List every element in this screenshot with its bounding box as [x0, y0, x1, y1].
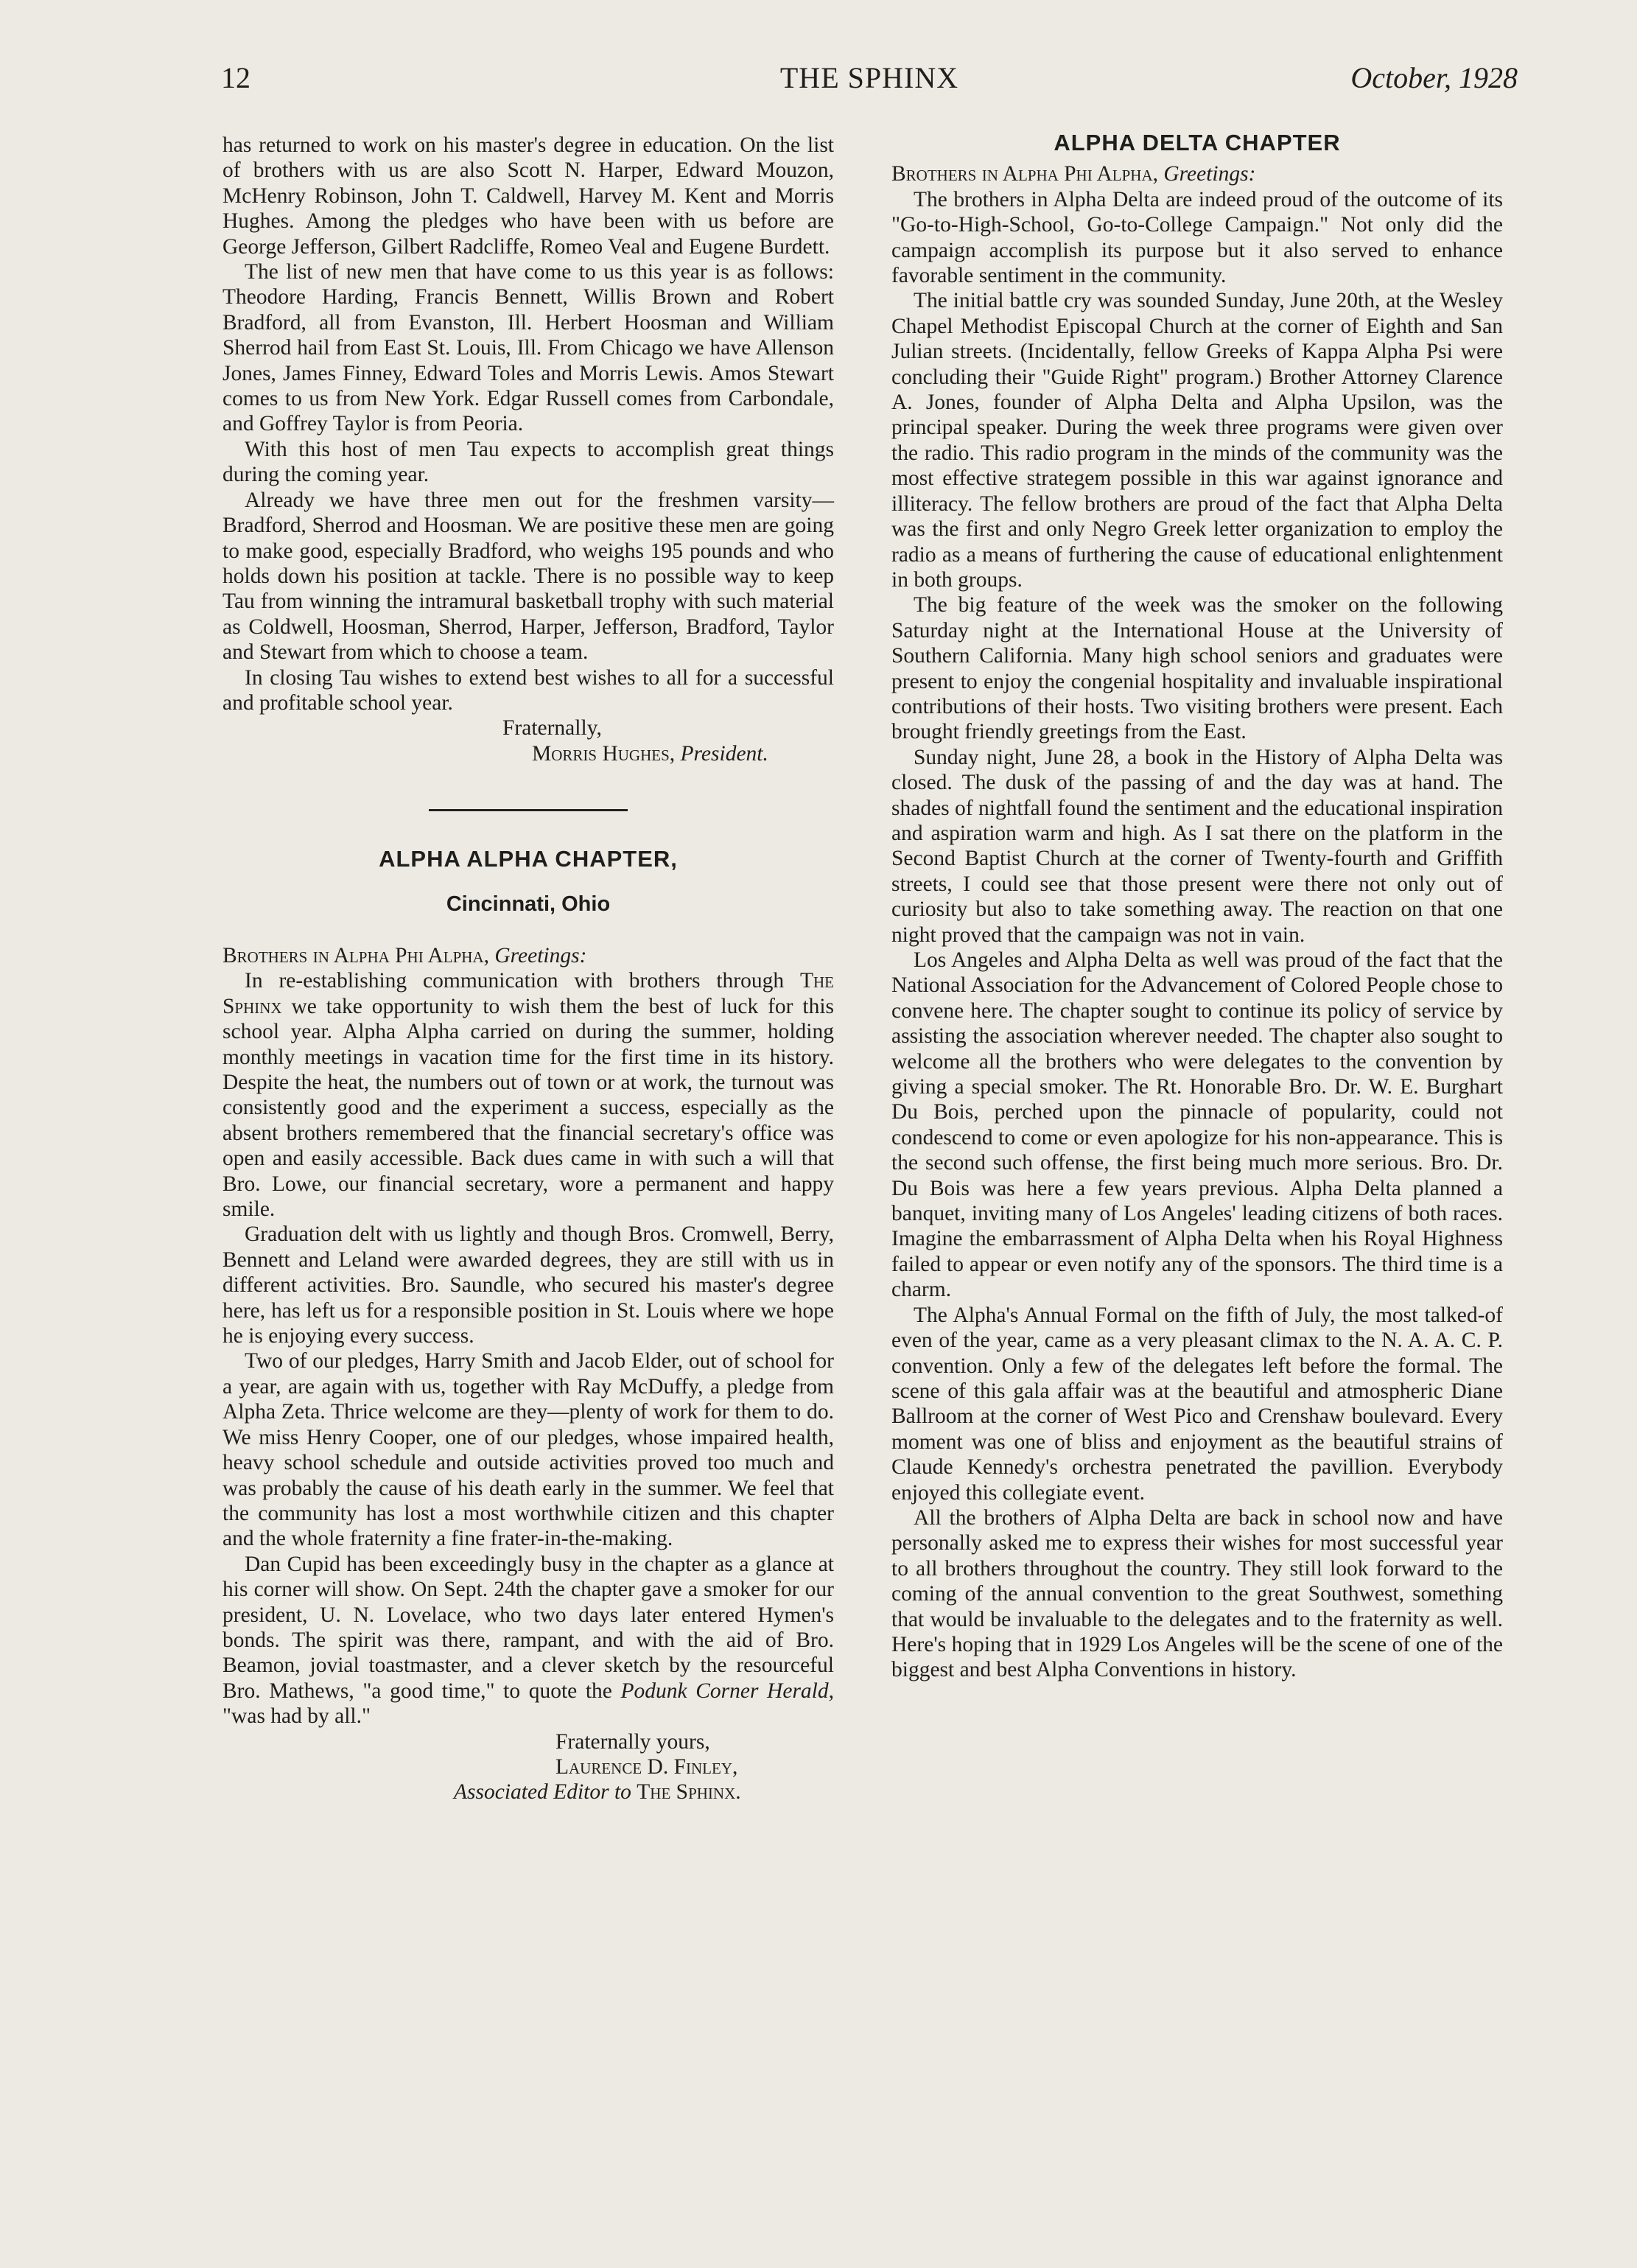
alpha-alpha-heading: ALPHA ALPHA CHAPTER, — [379, 846, 678, 872]
alpha-alpha-closing: Fraternally yours, — [555, 1729, 710, 1754]
quoted-source: Podunk Corner Herald, — [620, 1679, 834, 1703]
alpha-alpha-paragraph — [222, 968, 834, 1222]
page-header — [221, 60, 1518, 105]
signature-publication: The Sphinx. — [637, 1780, 741, 1805]
alpha-alpha-paragraph: Two of our pledges, Harry Smith and Jacob Elder, out of school for a year, are again with us, together with Ray McDuffy, a pledge from Alpha Zeta. Thrice welcome are they—plenty of work for them to do. We miss Henry Cooper, one of our pledges, whose impaired health, heavy school schedule and outside activities proved too much and was probably the cause of his death early in the summer. We feel that the community has lost a most worthwhile citizen and this chapter and the whole fraternity a fine frater-in-the-making. — [222, 1349, 834, 1551]
alpha-delta-salutation — [891, 161, 1503, 186]
signature-name: Laurence D. Finley, — [555, 1754, 738, 1779]
alpha-alpha-paragraph: Graduation delt with us lightly and though Bros. Cromwell, Berry, Bennett and Leland were awarded degrees, they are still with us in different activities. Bro. Saundle, who secured his master's degree here, has left us for a responsible position in St. Louis where we hope he is enjoying every success. — [222, 1222, 834, 1348]
tau-paragraph: With this host of men Tau expects to accomplish great things during the coming year. — [222, 437, 834, 487]
tau-signature — [222, 741, 834, 766]
salutation-text: Brothers in Alpha Phi Alpha, — [891, 162, 1158, 186]
alpha-delta-heading: ALPHA DELTA CHAPTER — [1054, 130, 1341, 155]
publication-title: THE SPHINX — [779, 61, 959, 94]
page-number: 12 — [221, 61, 250, 94]
right-column — [891, 130, 1503, 1683]
paragraph-text: Dan Cupid has been exceedingly busy in the chapter as a glance at his corner will show. On Sept. 24th the chapter gave a smoker for our president, U. N. Lovelace, who two days later entered Hymen's bonds. The spirit was there, rampant, and with the aid of Bro. Beamon, jovial toastmaster, and a clever sketch by the resourceful Bro. Mathews, "a good time," to quote the — [222, 1552, 834, 1703]
paragraph-text: In re-establishing communication with brothers through — [245, 969, 785, 993]
salutation-greeting: Greetings: — [494, 943, 587, 967]
tau-paragraph: Already we have three men out for the freshmen varsity—Bradford, Sherrod and Hoosman. We are positive these men are going to make good, especially Bradford, who weighs 195 pounds and who holds down his position at tackle. There is no possible way to keep Tau from winning the intramural basketball trophy with such material as Coldwell, Hoosman, Sherrod, Harper, Jefferson, Bradford, Taylor and Stewart from which to choose a team. — [222, 488, 834, 665]
tau-paragraph: has returned to work on his master's degree in education. On the list of brothers with us are also Scott N. Harper, Edward Mouzon, McHenry Robinson, John T. Caldwell, Harvey M. Kent and Morris Hughes. Among the pledges who have been with us before are George Jefferson, Gilbert Radcliffe, Romeo Veal and Eugene Burdett. — [222, 133, 834, 259]
tau-signature-title: President. — [680, 741, 768, 766]
alpha-alpha-paragraph — [222, 1552, 834, 1729]
section-divider — [429, 809, 628, 811]
paragraph-text: "was had by all." — [222, 1704, 371, 1729]
alpha-alpha-salutation — [222, 943, 834, 968]
alpha-alpha-signature-name — [222, 1754, 834, 1779]
tau-paragraph: In closing Tau wishes to extend best wishes to all for a successful and profitable school year. — [222, 665, 834, 715]
alpha-delta-paragraph: Sunday night, June 28, a book in the History of Alpha Delta was closed. The dusk of the passing of and the day was at hand. The shades of nightfall found the sentiment and the educational inspiration and aspiration warm and high. As I sat there on the platform in the Second Baptist Church at the corner of Twenty-fourth and Griffith streets, I could see that those present were there not only out of curiosity but also to take something away. The reaction on that one night proved that the campaign was not in vain. — [891, 745, 1503, 947]
tau-paragraph: The list of new men that have come to us this year is as follows: Theodore Harding, Francis Bennett, Willis Brown and Robert Bradford, all from Evanston, Ill. Herbert Hoosman and William Sherrod hail from East St. Louis, Ill. From Chicago we have Allenson Jones, James Finney, Edward Toles and Morris Lewis. Amos Stewart comes to us from New York. Edgar Russell comes from Carbondale, and Goffrey Taylor is from Peoria. — [222, 260, 834, 436]
salutation-text: Brothers in Alpha Phi Alpha, — [222, 943, 489, 967]
alpha-delta-paragraph: All the brothers of Alpha Delta are back in school now and have personally asked me to express their wishes for most successful year to all brothers throughout the country. They still look forward to the coming of the annual convention to the great Southwest, something that would be invaluable to the delegates and to the fraternity as well. Here's hoping that in 1929 Los Angeles will be the scene of one of the biggest and best Alpha Conventions in history. — [891, 1505, 1503, 1682]
salutation-greeting: Greetings: — [1163, 162, 1256, 186]
alpha-delta-paragraph: The Alpha's Annual Formal on the fifth of July, the most talked-of even of the year, came as a very pleasant climax to the N. A. A. C. P. convention. Only a few of the delegates left before the formal. The scene of this gala affair was at the beautiful and atmospheric Diane Ballroom at the corner of West Pico and Crenshaw boulevard. Every moment was one of bliss and enjoyment as the beautiful strains of Claude Kennedy's orchestra penetrated the pavillion. Everybody enjoyed this collegiate event. — [891, 1303, 1503, 1505]
paragraph-text: we take opportunity to wish them the best of luck for this school year. Alpha Alpha carried on during the summer, holding monthly meetings in vacation time for the first time in its history. Despite the heat, the numbers out of town or at work, the turnout was consistently good and the experiment a success, especially as the absent brothers remembered that the financial secretary's office was open and easily accessible. Back dues came in with such a will that Bro. Lowe, our financial secretary, wore a permanent and happy smile. — [222, 994, 835, 1222]
tau-closing: Fraternally, — [502, 716, 602, 741]
alpha-delta-paragraph: Los Angeles and Alpha Delta as well was proud of the fact that the National Association for the Advancement of Colored People chose to convene here. The chapter sought to continue its policy of service by assisting the association wherever needed. The chapter also sought to welcome all the brothers who were delegates to the convention by giving a special smoker. The Rt. Honorable Bro. Dr. W. E. Burghart Du Bois, perched upon the pinnacle of popularity, could not condescend to come or even apologize for his non-appearance. This is the second such offense, the first being much more serious. Bro. Dr. Du Bois was here a few years previous. Alpha Delta planned a banquet, inviting many of Los Angeles' leading citizens of both races. Imagine the embarrassment of Alpha Delta when his Royal Highness failed to appear or even notify any of the sponsors. The third time is a charm. — [891, 948, 1503, 1302]
alpha-delta-paragraph: The initial battle cry was sounded Sunday, June 20th, at the Wesley Chapel Methodist Episcopal Church at the corner of Eighth and San Julian streets. (Incidentally, fellow Greeks of Kappa Alpha Psi were concluding their "Guide Right" program.) Brother Attorney Clarence A. Jones, founder of Alpha Delta and Alpha Upsilon, was the principal speaker. During the week three programs were given over the radio. This radio program in the minds of the community was the most effective strategem possible in this war against ignorance and illiteracy. The fellow brothers are proud of the fact that Alpha Delta was the first and only Negro Greek letter organization to employ the radio as a means of furthering the cause of educational enlightenment in both groups. — [891, 289, 1503, 592]
alpha-delta-paragraph: The brothers in Alpha Delta are indeed proud of the outcome of its "Go-to-High-School, Go-to-College Campaign." Not only did the campaign accomplish its purpose but it also served to enhance favorable sentiment in the community. — [891, 187, 1503, 288]
issue-date: October, 1928 — [1350, 61, 1518, 94]
publication-mention: The Sphinx — [222, 969, 834, 1018]
alpha-alpha-signature-title — [222, 1779, 834, 1805]
alpha-alpha-location: Cincinnati, Ohio — [446, 892, 611, 916]
signature-title: Associated Editor to — [454, 1780, 631, 1805]
alpha-delta-paragraph: The big feature of the week was the smoker on the following Saturday night at the International House at the University of Southern California. Many high school seniors and graduates were present to enjoy the congenial hospitality and invaluable inspirational contributions of their hosts. Two visiting brothers were present. Each brought friendly greetings from the East. — [891, 593, 1503, 744]
left-column — [222, 133, 834, 1805]
tau-signature-name: Morris Hughes, — [532, 741, 676, 766]
